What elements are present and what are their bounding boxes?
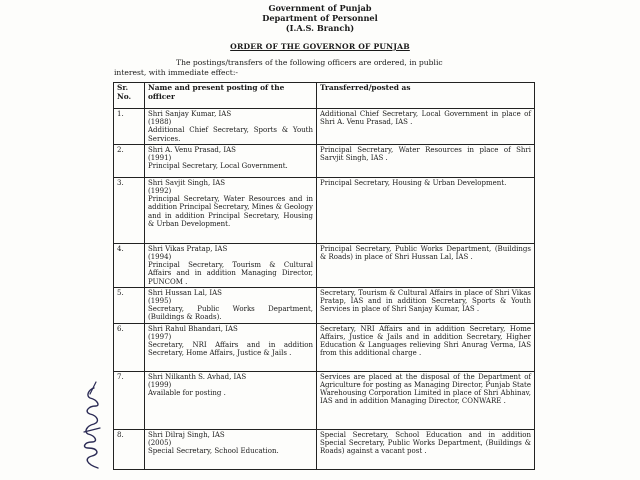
table-row	[114, 243, 535, 287]
present-posting: Available for posting .	[148, 389, 226, 398]
transfer-posting: Special Secretary, School Education and in addition Special Secretary, Public Works Department, (Buildings & Roads) against a vacant post .	[317, 429, 535, 469]
officer-cell	[145, 109, 317, 145]
present-posting: Principal Secretary, Local Government.	[148, 162, 288, 171]
row-serial: 8.	[114, 429, 145, 469]
header-sr-no: Sr. No.	[114, 83, 145, 109]
row-serial: 1.	[114, 109, 145, 145]
officer-cell	[145, 177, 317, 243]
intro-line-2: interest, with immediate effect:-	[114, 67, 238, 77]
officer-batch: (2005)	[148, 438, 172, 447]
officer-name: Shri Savjit Singh, IAS	[148, 178, 226, 187]
officer-name: Shri Hussan Lal, IAS	[148, 288, 222, 297]
intro-line-1: The postings/transfers of the following officers are ordered, in public	[176, 58, 443, 67]
present-posting: Principal Secretary, Water Resources and in addition Principal Secretary, Mines & Geology and in addition Principal Secretary, Housing & Urban Development.	[148, 195, 313, 228]
transfer-posting: Principal Secretary, Housing & Urban Development.	[317, 177, 535, 243]
transfer-posting: Additional Chief Secretary, Local Government in place of Shri A. Venu Prasad, IAS .	[317, 109, 535, 145]
row-serial: 4.	[114, 243, 145, 287]
table-row	[114, 177, 535, 243]
officer-name: Shri Nilkanth S. Avhad, IAS	[148, 372, 247, 381]
present-posting: Additional Chief Secretary, Sports & Youth Services.	[148, 126, 313, 143]
transfer-posting: Services are placed at the disposal of the Department of Agriculture for posting as Managing Director, Punjab State Warehousing Corporation Limited in place of Shri Abhinav, IAS and in addition Managing Director, CONWARE .	[317, 371, 535, 429]
letterhead	[0, 3, 640, 33]
officer-batch: (1988)	[148, 118, 172, 127]
officer-batch: (1999)	[148, 380, 172, 389]
officer-cell	[145, 287, 317, 323]
transfer-posting: Principal Secretary, Water Resources in place of Shri Sarvjit Singh, IAS .	[317, 144, 535, 177]
row-serial: 7.	[114, 371, 145, 429]
officer-cell	[145, 243, 317, 287]
officer-cell	[145, 323, 317, 371]
transfer-posting: Secretary, Tourism & Cultural Affairs in place of Shri Vikas Pratap, IAS and in addition Secretary, Sports & Youth Services in place of Shri Sanjay Kumar, IAS .	[317, 287, 535, 323]
transfer-posting: Secretary, NRI Affairs and in addition Secretary, Home Affairs, Justice & Jails and in addition Secretary, Higher Education & Languages relieving Shri Anurag Verma, IAS from this additional charge .	[317, 323, 535, 371]
officer-batch: (1992)	[148, 187, 172, 196]
officer-batch: (1995)	[148, 297, 172, 306]
table-row	[114, 429, 535, 469]
officer-batch: (1991)	[148, 154, 172, 163]
department-name: Department of Personnel	[262, 13, 378, 23]
officer-cell	[145, 429, 317, 469]
table-row	[114, 144, 535, 177]
row-serial: 3.	[114, 177, 145, 243]
order-title: ORDER OF THE GOVERNOR OF PUNJAB	[230, 42, 410, 51]
officer-name: Shri Sanjay Kumar, IAS	[148, 110, 232, 118]
header-name-posting: Name and present posting of the officer	[145, 83, 317, 109]
postings-table	[113, 82, 535, 470]
officer-cell	[145, 144, 317, 177]
officer-batch: (1994)	[148, 253, 172, 262]
handwritten-signature	[76, 372, 106, 472]
present-posting: Secretary, NRI Affairs and in addition Secretary, Home Affairs, Justice & Jails .	[148, 341, 313, 358]
row-serial: 6.	[114, 323, 145, 371]
intro-paragraph	[114, 58, 534, 77]
signature-icon	[76, 372, 106, 472]
branch-name: (I.A.S. Branch)	[285, 23, 355, 33]
government-name: Government of Punjab	[268, 3, 372, 13]
officer-name: Shri Dilraj Singh, IAS	[148, 430, 225, 439]
row-serial: 5.	[114, 287, 145, 323]
present-posting: Principal Secretary, Tourism & Cultural Affairs and in addition Managing Director, PUNCOM .	[148, 261, 313, 286]
table-row	[114, 287, 535, 323]
table-row	[114, 323, 535, 371]
row-serial: 2.	[114, 144, 145, 177]
table-row	[114, 371, 535, 429]
officer-name: Shri Rahul Bhandari, IAS	[148, 324, 238, 333]
transfer-posting: Principal Secretary, Public Works Department, (Buildings & Roads) in place of Shri Hussan Lal, IAS .	[317, 243, 535, 287]
officer-batch: (1997)	[148, 332, 172, 341]
officer-cell	[145, 371, 317, 429]
present-posting: Secretary, Public Works Department, (Buildings & Roads).	[148, 305, 313, 322]
table-header-row	[114, 83, 535, 109]
table-row	[114, 109, 535, 145]
header-transferred: Transferred/posted as	[317, 83, 535, 109]
officer-name: Shri Vikas Pratap, IAS	[148, 244, 228, 253]
present-posting: Special Secretary, School Education.	[148, 447, 279, 456]
officer-name: Shri A. Venu Prasad, IAS	[148, 145, 236, 154]
